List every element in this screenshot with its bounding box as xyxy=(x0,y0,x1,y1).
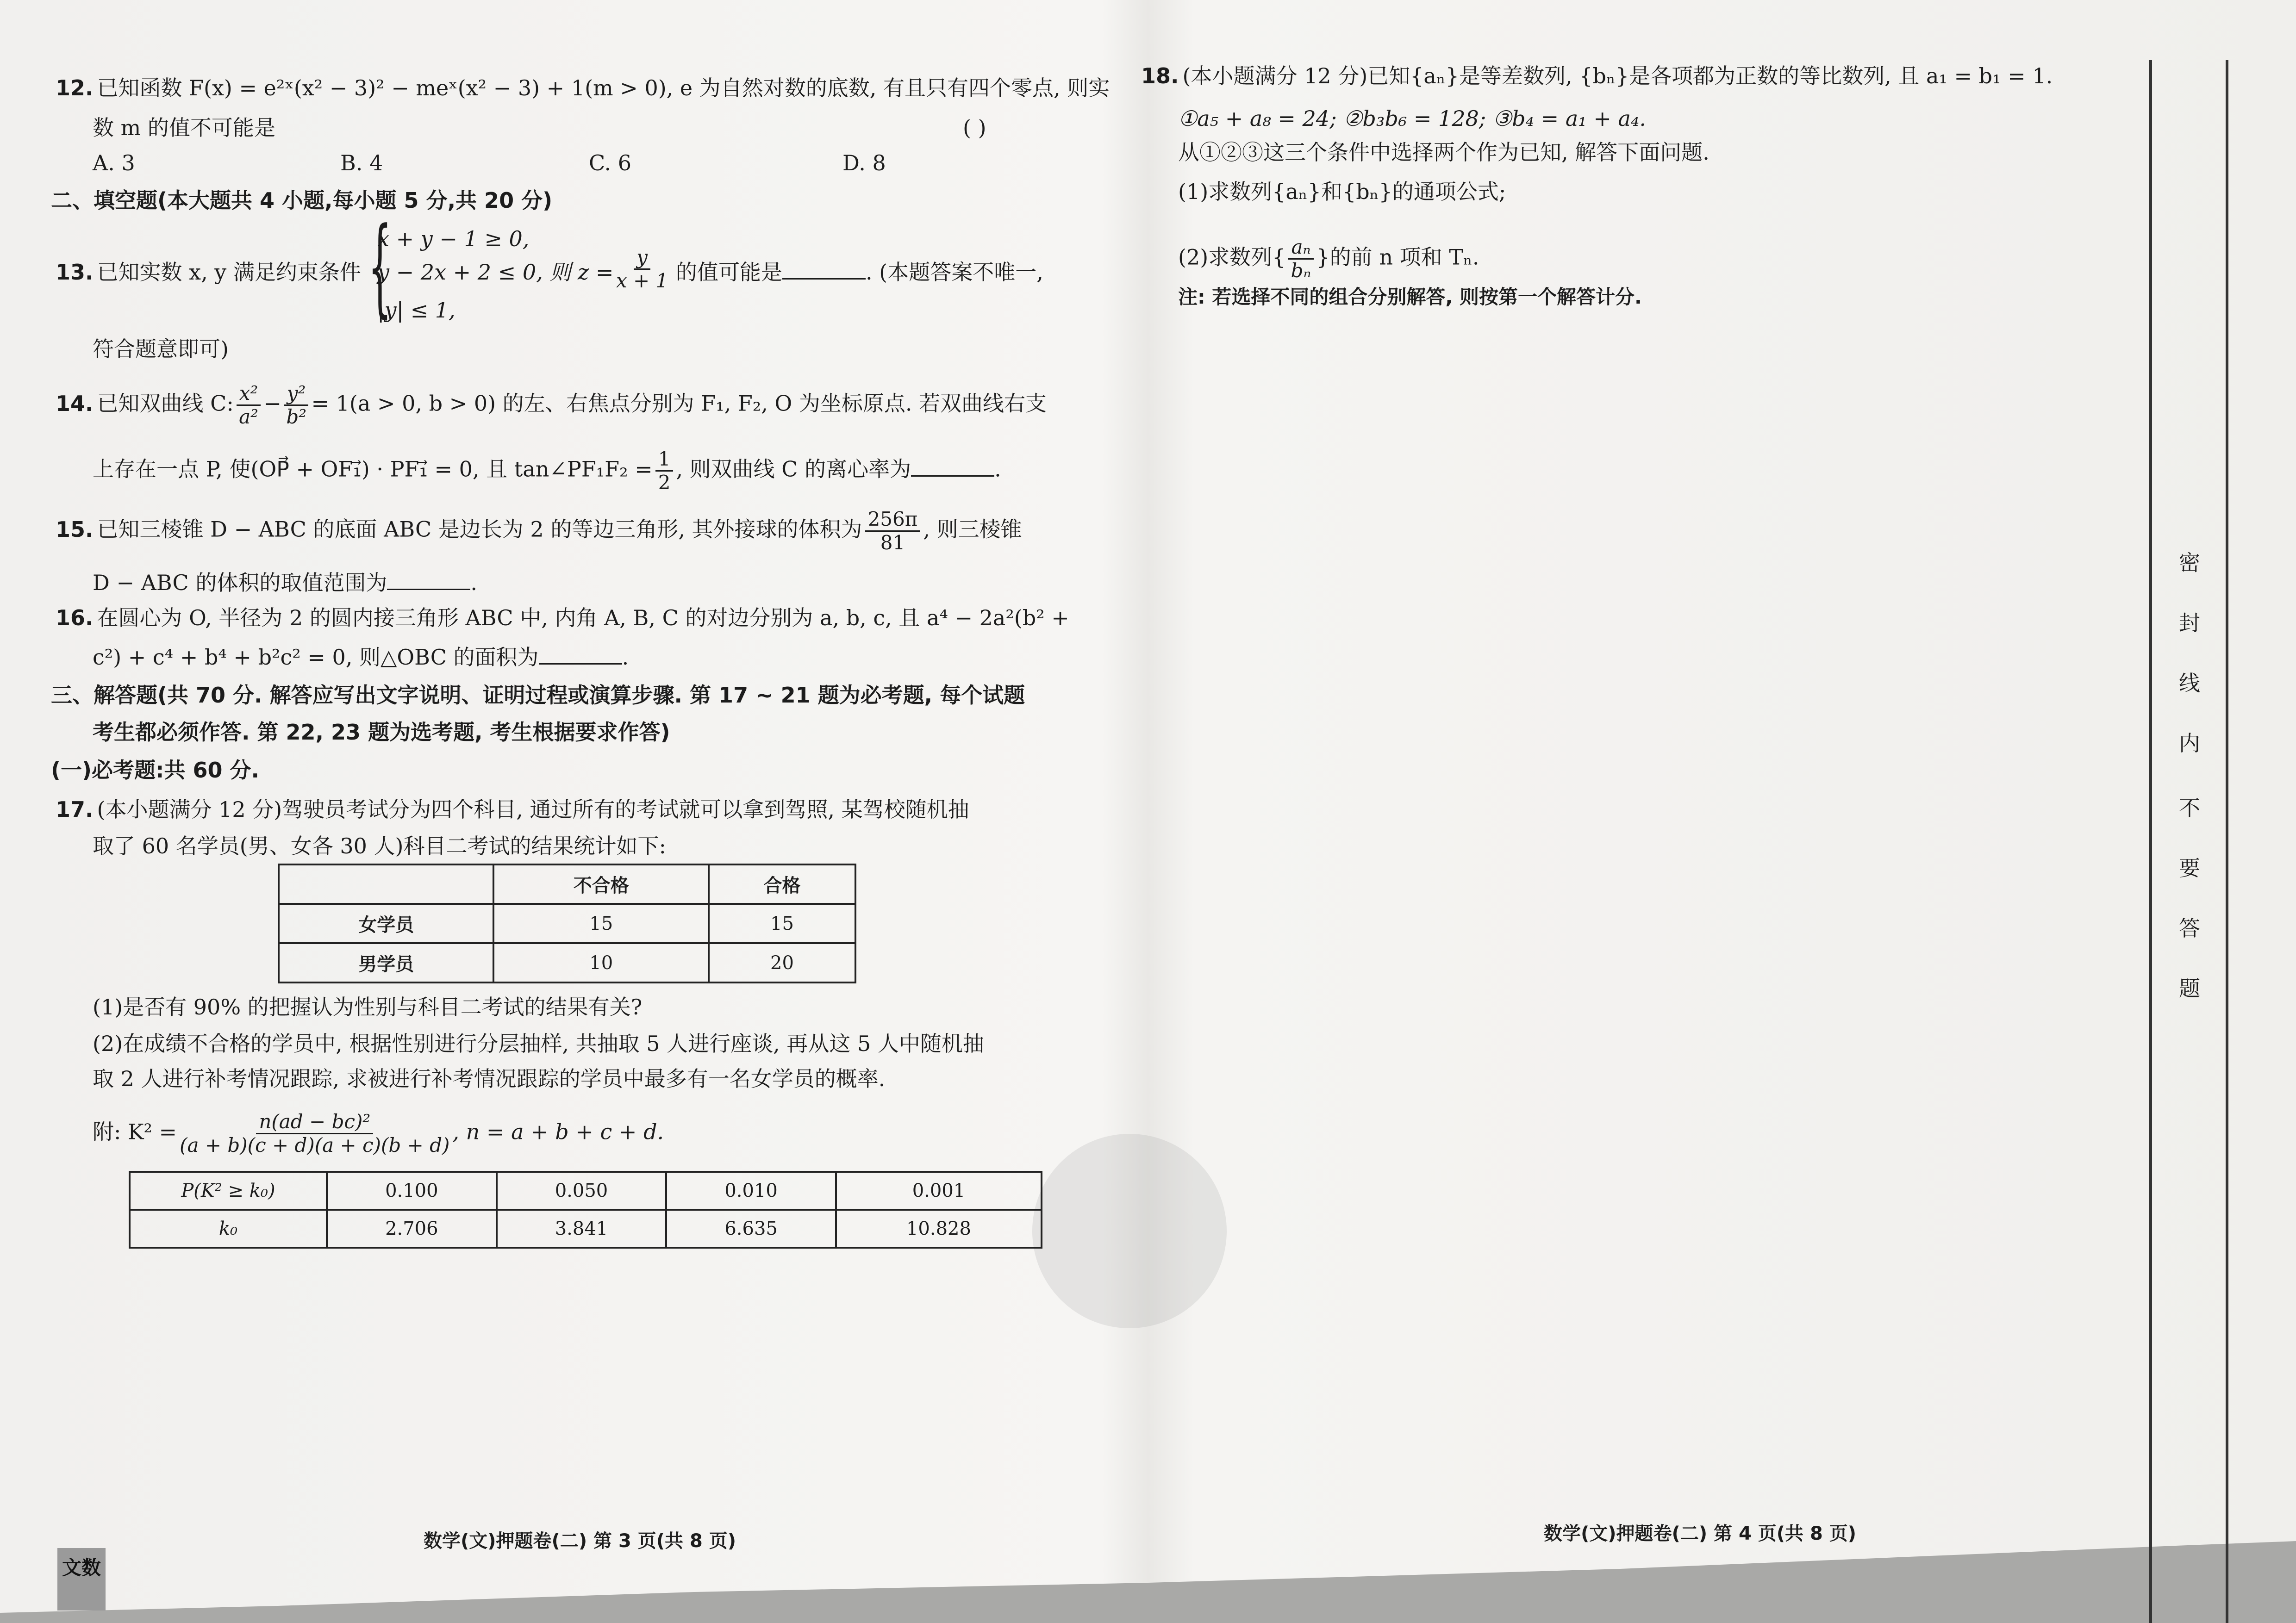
margin-char: 内 xyxy=(2179,731,2200,756)
q18-line1 xyxy=(1141,63,2053,89)
q15-line2-text: D − ABC 的体积的取值范围为 xyxy=(93,570,387,595)
q14-line1 xyxy=(56,382,1047,428)
q15-text: 已知三棱锥 D − ABC 的底面 ABC 是边长为 2 的等边三角形, 其外接球的体积为 xyxy=(97,516,862,542)
q13-constraint-1: x + y − 1 ≥ 0, xyxy=(377,226,530,251)
table-cell: 20 xyxy=(709,943,855,983)
formula-denominator: (a + b)(c + d)(a + c)(b + d) xyxy=(180,1134,450,1157)
table-cell: 0.010 xyxy=(666,1172,836,1210)
q15-text-end: , 则三棱锥 xyxy=(923,516,1022,542)
q13-suffix-text: 的值可能是 xyxy=(676,260,782,285)
q16-line2-text: c²) + c⁴ + b⁴ + b²c² = 0, 则△OBC 的面积为 xyxy=(93,645,539,670)
section2-heading: 二、填空题(本大题共 4 小题,每小题 5 分,共 20 分) xyxy=(51,188,553,213)
table-cell: 女学员 xyxy=(279,904,493,943)
q13-answer-blank xyxy=(782,260,866,280)
q13-line1 xyxy=(56,259,361,285)
formula-prefix: 附: K² = xyxy=(93,1119,177,1144)
formula-after: , n = a + b + c + d. xyxy=(452,1119,664,1144)
margin-char: 封 xyxy=(2179,610,2200,635)
table-row xyxy=(279,943,855,983)
q15-frac-num: 256π xyxy=(865,508,921,532)
q13-frac-den: x + 1 xyxy=(616,269,668,292)
q13-line2: 符合题意即可) xyxy=(93,336,229,361)
q17-line2: 取了 60 名学员(男、女各 30 人)科目二考试的结果统计如下: xyxy=(93,833,666,858)
q18-frac-num: aₙ xyxy=(1288,236,1313,260)
watermark-circle xyxy=(1032,1134,1227,1328)
q14-number: 14. xyxy=(56,391,94,416)
table-header-row xyxy=(279,864,855,904)
q14-line2a: 上存在一点 P, 使(OP⃗ + OF₁⃗) · PF₁⃗ = 0, 且 tan∠PF₁F₂ = xyxy=(93,456,653,482)
q12-answer-paren: ( ) xyxy=(963,115,986,140)
subject-side-tab: 文数 xyxy=(57,1548,106,1611)
q14-frac1-num: x² xyxy=(237,382,261,406)
q13-brace: { xyxy=(368,205,392,329)
q13-fraction xyxy=(613,246,671,292)
table-cell: 10.828 xyxy=(836,1210,1042,1248)
required-section-heading: (一)必考题:共 60 分. xyxy=(51,758,259,783)
q15-line1 xyxy=(56,508,1022,554)
table-header-cell: 合格 xyxy=(709,864,855,904)
q12-number: 12. xyxy=(56,75,94,100)
q16-line1 xyxy=(56,605,1069,631)
q14-frac2-num: y² xyxy=(284,382,309,406)
q18-frac-den: bₙ xyxy=(1291,259,1311,282)
table-cell: 15 xyxy=(709,904,855,943)
table-row xyxy=(279,904,855,943)
q14-minus: − xyxy=(263,391,281,416)
q17-part2-line1: (2)在成绩不合格的学员中, 根据性别进行分层抽样, 共抽取 5 人进行座谈, 再从这 5 人中随机抽 xyxy=(93,1031,984,1056)
q18-text: (本小题满分 12 分)已知{aₙ}是等差数列, {bₙ}是各项都为正数的等比数列, 且 a₁ = b₁ = 1. xyxy=(1182,63,2053,88)
q14-answer-blank xyxy=(911,457,994,477)
table-header-cell xyxy=(279,864,493,904)
table-cell: P(K² ≥ k₀) xyxy=(130,1172,327,1210)
margin-char: 密 xyxy=(2179,550,2200,575)
margin-char: 要 xyxy=(2179,856,2200,881)
q14-frac2-den: b² xyxy=(286,405,307,428)
q16-answer-blank xyxy=(539,645,622,665)
table-cell: 6.635 xyxy=(666,1210,836,1248)
q14-frac-den: 2 xyxy=(658,471,671,494)
q13-prefix: 已知实数 x, y 满足约束条件 xyxy=(97,260,361,285)
q16-text: 在圆心为 O, 半径为 2 的圆内接三角形 ABC 中, 内角 A, B, C 的对边分别为 a, b, c, 且 a⁴ − 2a²(b² + xyxy=(97,605,1069,630)
q14-rest: = 1(a > 0, b > 0) 的左、右焦点分别为 F₁, F₂, O 为坐标原点. 若双曲线右支 xyxy=(311,391,1047,416)
margin-char: 线 xyxy=(2179,671,2200,696)
footer-page-4: 数学(文)押题卷(二) 第 4 页(共 8 页) xyxy=(1544,1523,1856,1544)
q16-line2: c²) + c⁴ + b⁴ + b²c² = 0, 则△OBC 的面积为 . xyxy=(93,645,629,670)
q12-line2: 数 m 的值不可能是 xyxy=(93,115,275,140)
binding-line-right xyxy=(2226,60,2228,1623)
q14-line2b: , 则双曲线 C 的离心率为 xyxy=(676,456,911,482)
formula-numerator: n(ad − bc)² xyxy=(256,1111,373,1134)
margin-char: 题 xyxy=(2179,976,2200,1001)
q15-frac-den: 81 xyxy=(880,531,905,554)
table-cell: 0.050 xyxy=(497,1172,667,1210)
table-cell: 0.001 xyxy=(836,1172,1042,1210)
q18-number: 18. xyxy=(1141,63,1179,88)
q15-line2: D − ABC 的体积的取值范围为 . xyxy=(93,570,477,595)
table-header-cell: 不合格 xyxy=(493,864,708,904)
margin-char: 答 xyxy=(2179,916,2200,941)
q13-constraint-2: y − 2x + 2 ≤ 0, 则 z = xyxy=(377,260,614,285)
table-row xyxy=(130,1172,1042,1210)
q14-prefix: 已知双曲线 C: xyxy=(97,391,234,416)
q18-conditions: ①a₅ + a₈ = 24; ②b₃b₆ = 128; ③b₄ = a₁ + a₄. xyxy=(1178,106,1646,131)
q18-part2-prefix: (2)求数列 xyxy=(1178,244,1273,270)
q12-option-a: A. 3 xyxy=(93,150,135,175)
q12-line1 xyxy=(56,75,1110,101)
k-squared-critical-value-table xyxy=(129,1171,1042,1249)
q17-part2-line2: 取 2 人进行补考情况跟踪, 求被进行补考情况跟踪的学员中最多有一名女学员的概率. xyxy=(93,1066,886,1091)
q17-formula xyxy=(93,1111,664,1157)
q13-after-text: . (本题答案不唯一, xyxy=(866,260,1043,285)
margin-char: 不 xyxy=(2179,796,2200,821)
q15-number: 15. xyxy=(56,516,94,542)
q18-part2-suffix: 的前 n 项和 Tₙ. xyxy=(1329,244,1479,270)
q18-part1: (1)求数列{aₙ}和{bₙ}的通项公式; xyxy=(1178,179,1506,204)
q16-number: 16. xyxy=(56,605,94,630)
table-cell: 10 xyxy=(493,943,708,983)
table-cell: 2.706 xyxy=(327,1210,497,1248)
q12-option-c: C. 6 xyxy=(589,150,632,175)
q14-line2: 上存在一点 P, 使(OP⃗ + OF₁⃗) · PF₁⃗ = 0, 且 tan∠PF₁F₂ = $\frac{1}{2}$ , 则双曲线 C 的离心率为 . xyxy=(93,448,1001,494)
q17-text: (本小题满分 12 分)驾驶员考试分为四个科目, 通过所有的考试就可以拿到驾照, 某驾校随机抽 xyxy=(97,797,969,822)
q12-text: 已知函数 F(x) = e²ˣ(x² − 3)² − meˣ(x² − 3) + 1(m > 0), e 为自然对数的底数, 有且只有四个零点, 则实 xyxy=(97,75,1110,100)
table-cell: 0.100 xyxy=(327,1172,497,1210)
table-row xyxy=(130,1210,1042,1248)
q14-frac-num: 1 xyxy=(655,448,674,472)
section3-heading-line1: 三、解答题(共 70 分. 解答应写出文字说明、证明过程或演算步骤. 第 17 ~ 21 题为必考题, 每个试题 xyxy=(51,683,1025,708)
table-cell: k₀ xyxy=(130,1210,327,1248)
q15-answer-blank xyxy=(387,570,470,590)
section3-heading-line2: 考生都必须作答. 第 22, 23 题为选考题, 考生根据要求作答) xyxy=(93,720,670,745)
q13-frac-num: y xyxy=(634,246,650,270)
q18-instruction: 从①②③这三个条件中选择两个作为已知, 解答下面问题. xyxy=(1178,140,1710,165)
binding-line-left xyxy=(2149,60,2152,1623)
q13-suffix xyxy=(676,259,1043,285)
q17-results-table xyxy=(278,864,856,983)
q17-line1 xyxy=(56,796,969,822)
q13-number: 13. xyxy=(56,260,94,285)
table-cell: 男学员 xyxy=(279,943,493,983)
footer-page-3: 数学(文)押题卷(二) 第 3 页(共 8 页) xyxy=(424,1530,736,1552)
q14-frac1-den: a² xyxy=(239,405,259,428)
q17-number: 17. xyxy=(56,797,94,822)
q12-option-d: D. 8 xyxy=(842,150,886,175)
table-cell: 3.841 xyxy=(497,1210,667,1248)
q12-option-b: B. 4 xyxy=(340,150,383,175)
table-cell: 15 xyxy=(493,904,708,943)
q18-part2: (2)求数列{ $\frac{\text{aₙ}}{\text{bₙ}}$ }的前 n 项和 Tₙ. xyxy=(1178,236,1479,282)
q13-constraint-3: |y| ≤ 1, xyxy=(377,298,455,323)
q17-part1: (1)是否有 90% 的把握认为性别与科目二考试的结果有关? xyxy=(93,995,643,1020)
q18-note: 注: 若选择不同的组合分别解答, 则按第一个解答计分. xyxy=(1178,286,1642,308)
